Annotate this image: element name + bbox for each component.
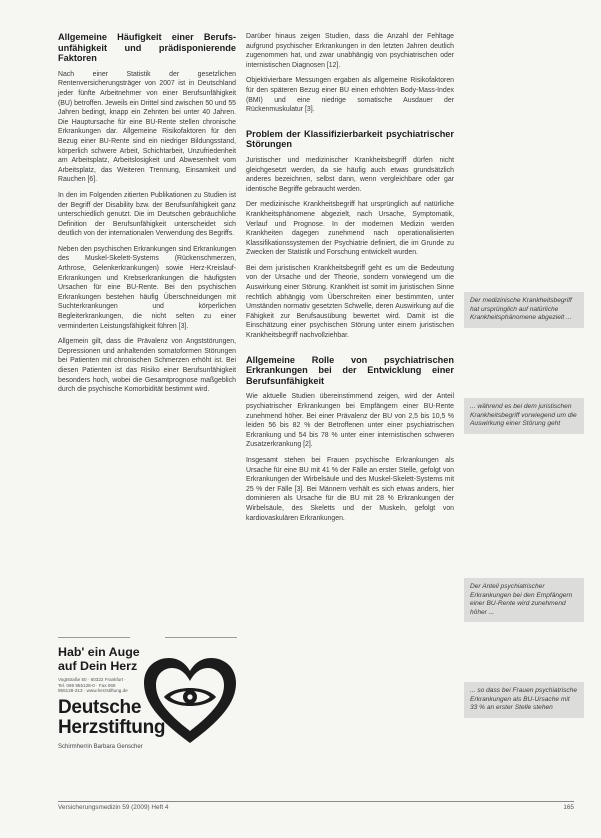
paragraph: In den im Folgenden zitierten Publikationen zu Studien ist der Begriff der Disability bzw. der Berufsunfähigkeit ganz unterschiedlich genutzt. Die im Deutschen gebräuchliche Definition der Berufsunfähigkeit unterscheidet sich deutlich von der internationalen Verwendung des Begriffs. — [58, 191, 236, 238]
paragraph: Nach einer Statistik der gesetzlichen Rentenversicherungsträger von 2007 ist in Deutschland jeder fünfte Arbeitnehmer von einer Berufsunfähigkeit (BU) betroffen. Jeweils ein Drittel sind zwischen 50 und 55 Jahren bedingt, knapp ein Zehnten bei unter 40 Jahren. Die Hauptursache für eine BU-Rente stellen chronische Erkrankungen dar. Allgemeine Risikofaktoren für den Bezug einer BU-Rente sind ein niedriger Bildungsstand, körperlich schwere Arbeit, Schichtarbeit, Unzufriedenheit am Arbeitsplatz, Arbeitslosigkeit und Abwesenheit vom Arbeitsplatz, das Weiteren Trennung, Einsamkeit und Rauchen [6]. — [58, 70, 236, 184]
pull-quote: ... so dass bei Frauen psychiatrische Erkrankungen als BU-Ursache mit 33 % an erster Stelle stehen — [464, 682, 584, 718]
ad-headline: auf Dein Herz — [58, 659, 138, 673]
journal-citation: Versicherungsmedizin 59 (2009) Heft 4 — [58, 804, 169, 811]
ad-patron: Schirmherrin Barbara Genscher — [58, 743, 143, 750]
section-heading-frequency: Allgemeine Häufigkeit einer Berufsunfähigkeit und prädisponierende Faktoren — [58, 32, 236, 64]
ad-org-name: Deutsche — [58, 696, 142, 718]
ad-org-name: Herzstiftung — [58, 716, 166, 738]
paragraph: Neben den psychischen Erkrankungen sind Erkrankungen des Muskel-Skelett-Systems (Rückenschmerzen, Arthrose, Gelenkerkrankungen) sowie Herz-Kreislauf-Erkrankungen und Krebserkrankungen die häufigsten Ursachen für eine BU-Rente. Bei den psychischen Erkrankungen bestehen häufig Überschneidungen mit Suchterkrankungen und körperlichen Begleiterkrankungen, die nicht selten zu einer verminderten Leistungsfähigkeit führen [3]. — [58, 245, 236, 330]
section-heading-classification: Problem der Klassifizierbarkeit psychiatrischer Störungen — [246, 128, 454, 150]
ad-headline: Hab' ein Auge — [58, 645, 140, 659]
divider — [165, 637, 237, 638]
paragraph: Insgesamt stehen bei Frauen psychische Erkrankungen als Ursache für eine BU mit 41 % der Fälle an erster Stelle, gefolgt von Erkrankungen der Wirbelsäule und des Muskel-Skelett-Systems mit 25 % der Fälle [3]. Bei Männern verhält es sich etwas anders, hier dominieren als Ursache für die BU mit 28 % Erkrankungen der Wirbelsäule, des Skeletts und der Muskeln, gefolgt von kardiovaskulären Erkrankungen. — [246, 456, 454, 522]
section-heading-role: Allgemeine Rolle von psychiatrischen Erkrankungen bei der Entwicklung einer Berufsunfähigkeit — [246, 354, 454, 386]
paragraph: Allgemein gilt, dass die Prävalenz von Angststörungen, Depressionen und anhaltenden somatoformen Störungen bei Patienten mit chronischen Schmerzen erhöht ist. Bei diesen Patienten ist das Risiko einer Berufsunfähigkeit besonders hoch, wobei die Gesamtprognose maßgeblich durch die psychische Komorbidität bestimmt wird. — [58, 338, 236, 394]
paragraph: Juristischer und medizinischer Krankheitsbegriff dürfen nicht gleichgesetzt werden, da sie häufig auch etwas grundsätzlich anderes bezeichnen, selbst dann, wenn vergleichbare oder gar identische Begriffe gebraucht werden. — [246, 156, 454, 193]
right-column — [246, 32, 454, 523]
paragraph: Objektivierbare Messungen ergaben als allgemeine Risikofaktoren für den späteren Bezug einer BU einen erhöhten Body-Mass-Index (BMI) und eine niedrige somatische Ausdauer der Rückenmuskulatur [3]. — [246, 77, 454, 114]
page-footer — [58, 801, 574, 816]
paragraph: Darüber hinaus zeigen Studien, dass die Anzahl der Fehltage aufgrund psychischer Erkrankungen in den letzten Jahren deutlich zugenommen hat, und zwar unabhängig von psychiatrischen oder internistischen Diagnosen [12]. — [246, 33, 454, 69]
pull-quote: Der medizinische Krankheitsbegriff hat ursprünglich auf natürliche Krankheitsphänomene abgezielt ... — [464, 292, 584, 328]
left-column — [58, 32, 236, 395]
paragraph: Wie aktuelle Studien übereinstimmend zeigen, wird der Anteil psychiatrischer Erkrankungen bei Empfängern einer BU-Rente zunehmend höher. Bei einer Prävalenz der BU von 2,5 bis 10,5 % leiden 56 bis 82 % der Betroffenen unter einer psychiatrischen Erkrankung und 54 bis 78 % unter einer internistischen schweren Zusatzerkrankung [2]. — [246, 393, 454, 449]
pull-quote: ... während es bei dem juristischen Krankheitsbegriff vorwiegend um die Auswirkung einer Störung geht — [464, 398, 584, 434]
divider — [58, 637, 130, 638]
paragraph: Der medizinische Krankheitsbegriff hat ursprünglich auf natürliche Krankheitsphänomene abgezielt, nach Ursache, Symptomatik, Verlauf und Prognose. In der modernen Medizin werden Krankheiten dagegen zunehmend nach operationalisierten Klassifikationssystemen der Psychiatrie definiert, die im Grunde zu Zwecken der Statistik und Forschung entwickelt wurden. — [246, 201, 454, 257]
ad-contact: Vogtstraße 50 · 60322 Frankfurt · Tel. 069 955128-0 · Fax 069 955128-313 · www.herzstiftung.de — [58, 677, 128, 694]
pull-quote: Der Anteil psychiatrischer Erkrankungen bei den Empfängern einer BU-Rente wird zunehmend höher ... — [464, 578, 584, 622]
heart-eye-logo — [140, 655, 240, 747]
paragraph: Bei dem juristischen Krankheitsbegriff geht es um die Bedeutung von der Ursache und der Theorie, sondern vorwiegend um die Auswirkung einer Störung. Krankheit ist somit im juristischen Sinne rechtlich abhängig vom Überschreiten einer bestimmten, unter Umständen normativ gesetzten Schwelle, deren Auswirkung auf die Fähigkeit zur Berufsausübung bewertet wird. Damit ist die Einschätzung einer psychischen Störung unter einem juristischen Krankheitsbegriff nachvollziehbar. — [246, 264, 454, 340]
page-number: 165 — [563, 804, 574, 811]
